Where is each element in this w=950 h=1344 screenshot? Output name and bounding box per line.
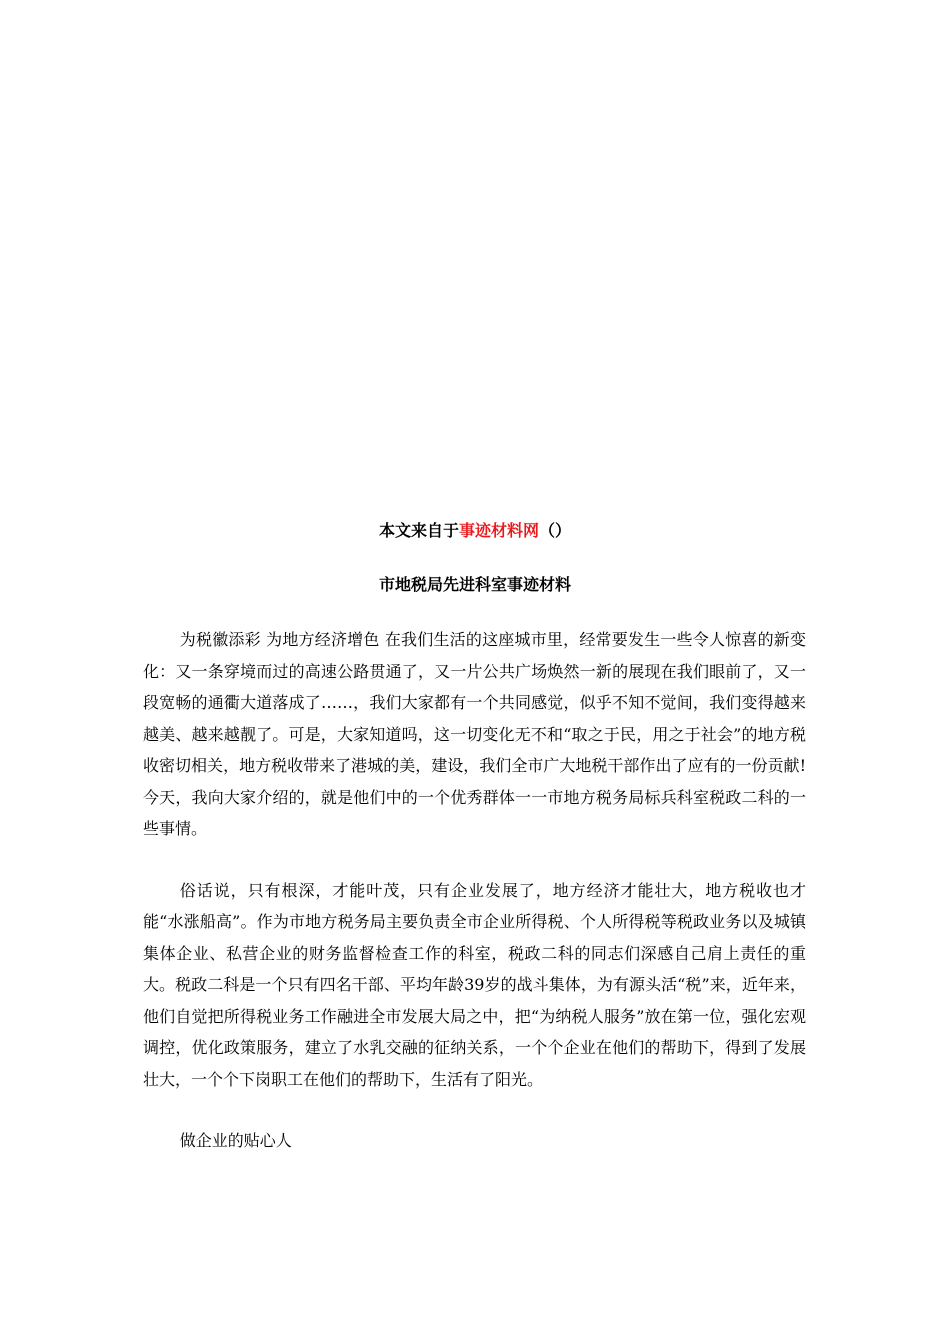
paragraph-intro: 为税徽添彩 为地方经济增色 在我们生活的这座城市里，经常要发生一些令人惊喜的新变化：又一条穿境而过的高速公路贯通了，又一片公共广场焕然一新的展现在我们眼前了，又一段宽畅的通衢大道落成了……，我们大家都有一个共同感觉，似乎不知不觉间，我们变得越来越美、越来越靓了。可是，大家知道吗，这一切变化无不和“取之于民，用之于社会”的地方税收密切相关，地方税收带来了港城的美，建设，我们全市广大地税干部作出了应有的一份贡献!今天，我向大家介绍的，就是他们中的一个优秀群体一一市地方税务局标兵科室税政二科的一些事情。 bbox=[143, 630, 806, 838]
document-title: 市地税局先进科室事迹材料 bbox=[378, 575, 571, 594]
section-subheading: 做企业的贴心人 bbox=[179, 1131, 292, 1150]
source-line bbox=[0, 520, 950, 542]
source-suffix: （） bbox=[539, 521, 572, 540]
source-link[interactable]: 事迹材料网 bbox=[458, 521, 539, 540]
document-body bbox=[143, 624, 806, 1157]
source-prefix: 本文来自于 bbox=[378, 521, 459, 540]
paragraph-responsibility: 俗话说，只有根深，才能叶茂，只有企业发展了，地方经济才能壮大，地方税收也才能“水涨船高”。作为市地方税务局主要负责全市企业所得税、个人所得税等税政业务以及城镇集体企业、私营企业的财务监督检查工作的科室，税政二科的同志们深感自己肩上责任的重大。税政二科是一个只有四名干部、平均年龄39岁的战斗集体，为有源头活“税”来，近年来，他们自觉把所得税业务工作融进全市发展大局之中，把“为纳税人服务”放在第一位，强化宏观调控，优化政策服务，建立了水乳交融的征纳关系，一个个企业在他们的帮助下，得到了发展壮大，一个个下岗职工在他们的帮助下，生活有了阳光。 bbox=[143, 880, 806, 1089]
